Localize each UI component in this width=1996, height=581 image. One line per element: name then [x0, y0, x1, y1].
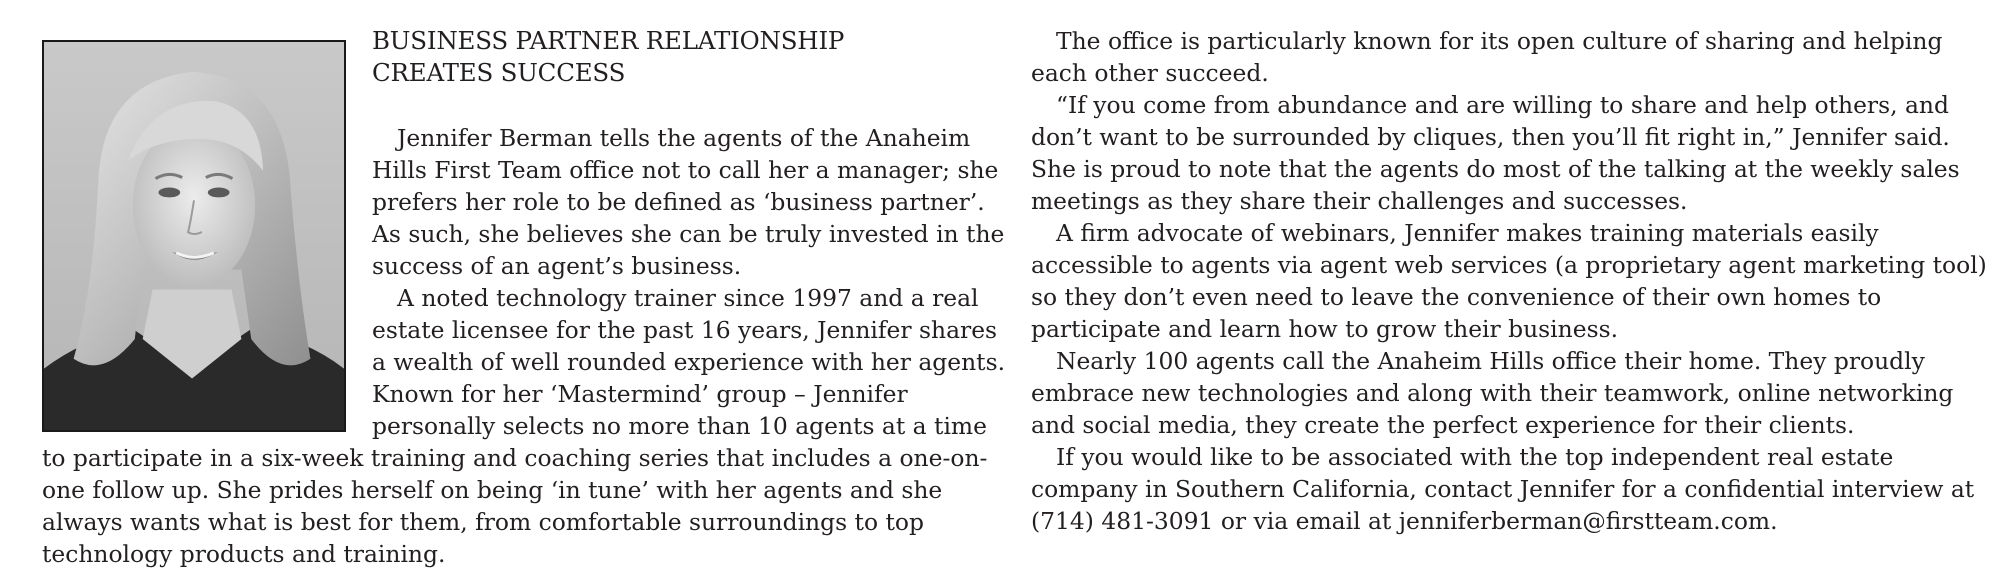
headline-line-2: CREATES SUCCESS: [372, 58, 626, 87]
right-paragraph-2: “If you come from abundance and are willing to share and help others, and don’t want to be surrounded by cliques, then you’ll fit right in,” Jennifer said. She is proud to note that the agents do most of the talking at the weekly sales meetings as they share their challenges and successes.: [1031, 91, 1960, 215]
article-left-column: [42, 25, 1007, 570]
portrait-image: [44, 42, 344, 430]
article-right-column: [1031, 25, 1991, 537]
left-paragraph-1: Jennifer Berman tells the agents of the Anaheim Hills First Team office not to call her a manager; she prefers her role to be defined as ‘business partner’. As such, she believes she can be truly invested in the success of an agent’s business.: [372, 124, 1005, 280]
right-paragraph-5: If you would like to be associated with the top independent real estate company in Southern California, contact Jennifer for a confidential interview at (714) 481-3091 or via email at jenniferberman@firstteam.com.: [1031, 443, 1975, 535]
headline-line-1: BUSINESS PARTNER RELATIONSHIP: [372, 26, 845, 55]
right-paragraph-3: A firm advocate of webinars, Jennifer makes training materials easily accessible to agents via agent web services (a proprietary agent marketing tool) so they don’t even need to leave the convenience of their own homes to participate and learn how to grow their business.: [1031, 219, 1987, 343]
right-paragraph-1: The office is particularly known for its open culture of sharing and helping each other succeed.: [1031, 27, 1943, 87]
author-portrait-photo: [42, 40, 346, 432]
left-paragraph-2: A noted technology trainer since 1997 and a real estate licensee for the past 16 years, Jennifer shares a wealth of well rounded experience with her agents. Known for her ‘Mastermind’ group – Jennifer personally selects no more than 10 agents at a time to participate in a six-week training and coaching series that includes a one-on-one follow up. She prides herself on being ‘in tune’ with her agents and she always wants what is best for them, from comfortable surroundings to top technology products and training.: [42, 284, 1006, 568]
right-paragraph-4: Nearly 100 agents call the Anaheim Hills office their home. They proudly embrace new technologies and along with their teamwork, online networking and social media, they create the perfect experience for their clients.: [1031, 347, 1954, 439]
